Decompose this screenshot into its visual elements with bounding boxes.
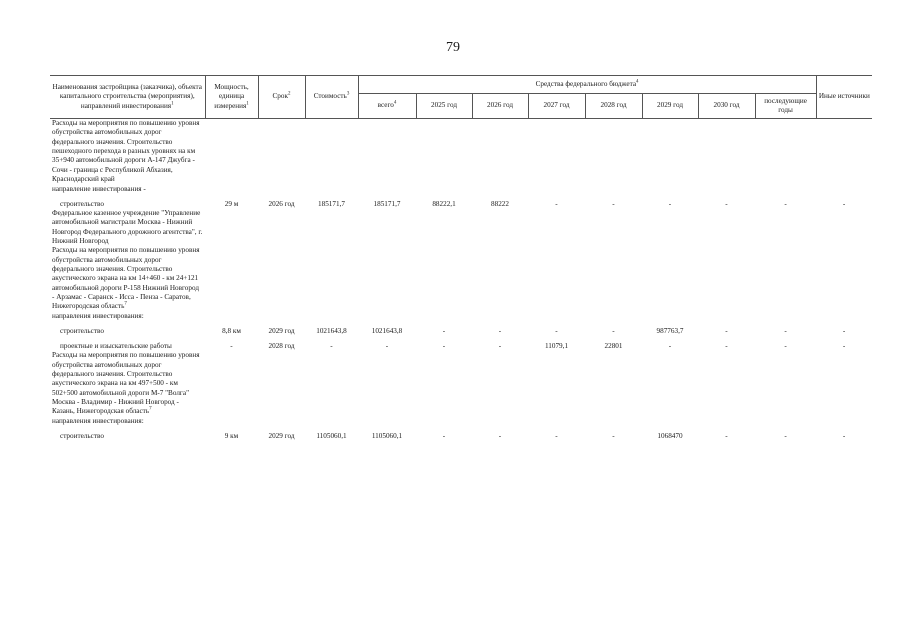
header-capacity: Мощность, единица измерения$^1$ (205, 76, 258, 119)
cell-capacity: 8,8 км (222, 326, 241, 335)
cell-2025: - (442, 341, 446, 350)
table-header (50, 76, 872, 119)
cell-2026: - (498, 326, 502, 335)
cell-2030: - (725, 326, 728, 335)
cell-capacity: 9 км (224, 431, 239, 440)
cell-total: - (385, 341, 389, 350)
header-other-sources: Иные источники (816, 76, 872, 119)
header-year-2027: 2027 год (528, 94, 585, 119)
cell-later: - (784, 326, 787, 335)
cell-2027: 11079,1 (544, 341, 569, 350)
cell-cost: 1105060,1 (316, 431, 347, 440)
page-number: 79 (446, 40, 460, 55)
header-federal-budget: Средства федерального бюджета$^4$ (358, 76, 816, 94)
cell-total: 185171,7 (373, 199, 401, 208)
table-row (50, 194, 872, 209)
row-name: строительство (60, 431, 104, 440)
organization-name: Федеральное казенное учреждение "Управление автомобильной магистрали Москва - Нижний Новгород Федерального дорожного агентства", г. Нижний Новгород (52, 208, 203, 245)
row-name: строительство (60, 199, 104, 208)
header-later-years: последующие годы (755, 94, 816, 119)
header-year-2028: 2028 год (585, 94, 642, 119)
cell-2026: 88222 (491, 199, 509, 208)
cell-2028: - (612, 431, 615, 440)
header-year-2026: 2026 год (472, 94, 528, 119)
cell-capacity: 29 м (224, 199, 239, 208)
cell-2028: 22801 (604, 341, 623, 350)
header-name: Наименования застройщика (заказчика), объекта капитального строительства (мероприятия), направлений инвестирования$^1$ (50, 76, 205, 119)
cell-2030: - (725, 431, 728, 440)
header-total: всего$^4$ (358, 94, 416, 119)
cell-other: - (842, 199, 846, 208)
cell-2030: - (725, 341, 728, 350)
cell-cost: 185171,7 (318, 199, 345, 208)
cell-term: 2029 год (268, 326, 295, 335)
cell-term: 2028 год (268, 341, 295, 350)
project-description: Расходы на мероприятия по повышению уровня обустройства автомобильных дорог федерального значения. Строительство акустического экрана на км 497+500 - км 502+500 автомобильной дороги М-7 "Волга" Москва - Владимир - Нижний Новгород - Казань, Нижегородская область$^7$ (52, 351, 200, 416)
row-name: строительство (60, 326, 104, 335)
investment-direction-label: направления инвестирования: (52, 311, 144, 320)
cell-total: 1021643,8 (371, 326, 403, 335)
project-description: Расходы на мероприятия по повышению уровня обустройства автомобильных дорог федерального значения. Строительство пешеходного перехода в разных уровнях на км 35+940 автомобильной дороги А-147 Джубга - Сочи - граница с Республикой Абхазия, Краснодарский край (52, 119, 200, 184)
project-description: Расходы на мероприятия по повышению уровня обустройства автомобильных дорог федерального значения. Строительство акустического экрана на км 14+460 - км 24+121 автомобильной дороги Р-158 Нижний Новгород - Арзамас - Саранск - Исса - Пенза - Саратов, Нижегородская область$^7$ (52, 246, 200, 311)
cell-2025: - (442, 326, 446, 335)
cell-cost: - (330, 341, 333, 350)
header-year-2025: 2025 год (416, 94, 472, 119)
cell-other: - (842, 431, 846, 440)
cell-2027: - (555, 326, 558, 335)
header-cost: Стоимость$^3$ (305, 76, 358, 119)
cell-2028: - (612, 199, 615, 208)
table-row (50, 426, 872, 441)
table-row (50, 336, 872, 351)
header-term: Срок$^2$ (258, 76, 305, 119)
investment-table (50, 75, 872, 441)
cell-2027: - (555, 199, 558, 208)
cell-2028: - (612, 326, 615, 335)
table-row (50, 321, 872, 336)
header-year-2030: 2030 год (698, 94, 755, 119)
cell-later: - (784, 431, 787, 440)
cell-2026: - (498, 431, 502, 440)
investment-direction-label: направления инвестирования: (52, 416, 144, 425)
cell-2029: - (668, 199, 672, 208)
cell-capacity: - (230, 341, 233, 350)
cell-total: 1105060,1 (371, 431, 403, 440)
cell-2029: 987763,7 (656, 326, 684, 335)
cell-other: - (842, 341, 846, 350)
cell-term: 2029 год (268, 431, 295, 440)
cell-later: - (784, 341, 787, 350)
cell-cost: 1021643,8 (316, 326, 347, 335)
cell-2025: - (442, 431, 446, 440)
cell-later: - (784, 199, 787, 208)
cell-2027: - (555, 431, 558, 440)
header-year-2029: 2029 год (642, 94, 698, 119)
cell-other: - (842, 326, 846, 335)
cell-2025: 88222,1 (432, 199, 456, 208)
cell-term: 2026 год (268, 199, 295, 208)
cell-2029: 1068470 (657, 431, 683, 440)
row-name: проектные и изыскательские работы (60, 341, 172, 350)
cell-2030: - (725, 199, 728, 208)
cell-2029: - (668, 341, 672, 350)
cell-2026: - (498, 341, 502, 350)
investment-direction-label: направление инвестирования - (52, 184, 146, 193)
